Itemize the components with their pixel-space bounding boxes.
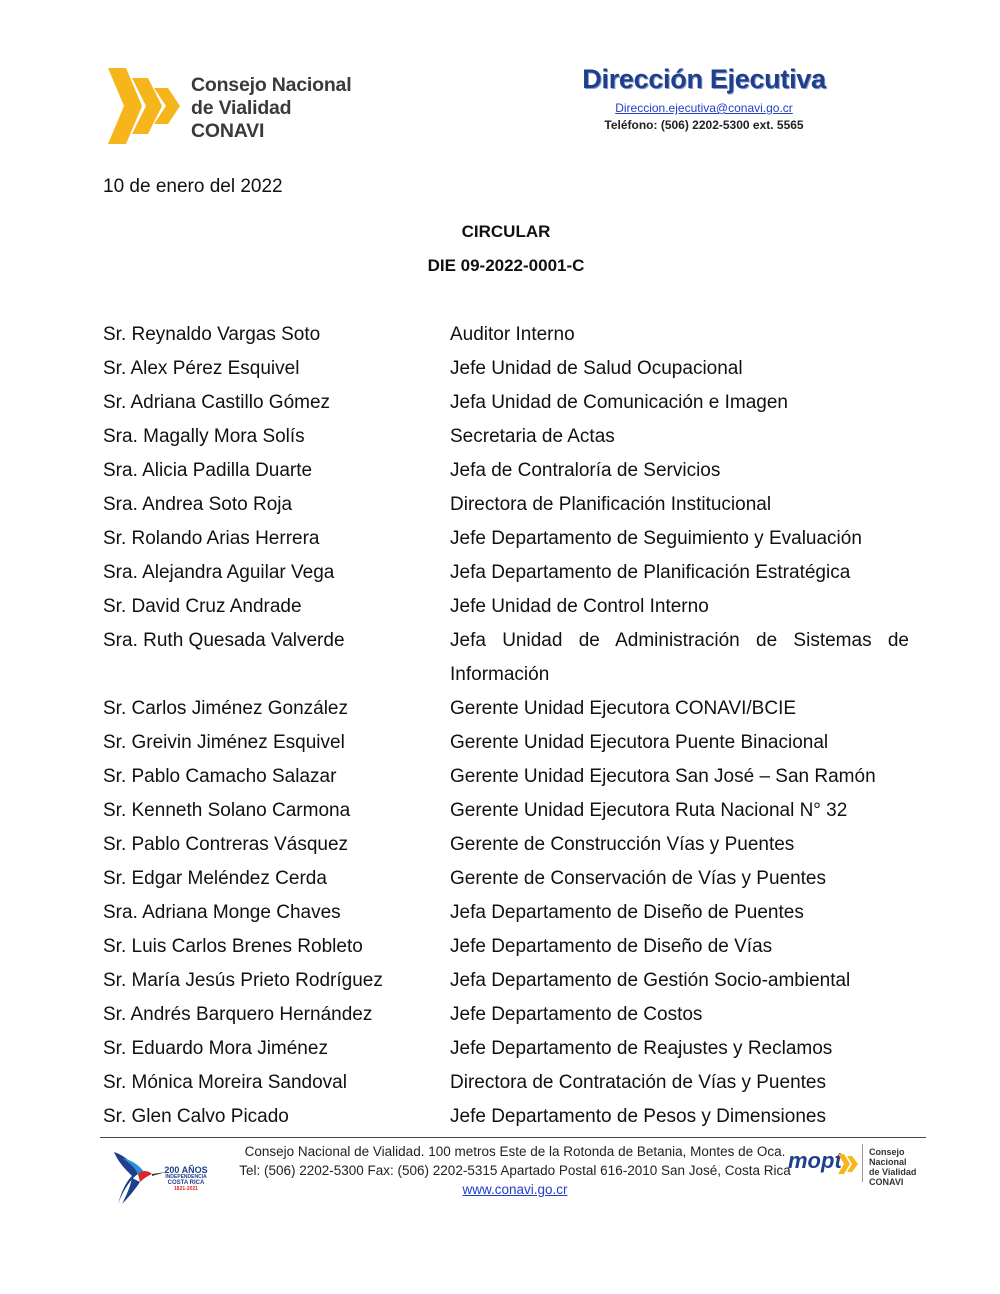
recipient-role: Jefe Unidad de Control Interno — [450, 596, 709, 617]
recipient-row — [103, 624, 909, 692]
org-name-line3: CONAVI — [191, 120, 265, 142]
recipient-name: Sra. Alejandra Aguilar Vega — [103, 562, 335, 583]
recipient-name: Sr. Luis Carlos Brenes Robleto — [103, 936, 363, 957]
recipient-role: Gerente Unidad Ejecutora Puente Binacional — [450, 732, 829, 753]
org-name-line1: Consejo Nacional — [191, 74, 352, 96]
recipient-name: Sr. David Cruz Andrade — [103, 596, 302, 617]
recipient-name: Sr. Reynaldo Vargas Soto — [103, 324, 321, 345]
recipient-role: Gerente Unidad Ejecutora Ruta Nacional N° 32 — [450, 800, 848, 821]
recipient-name: Sra. Alicia Padilla Duarte — [103, 460, 313, 481]
recipient-role: Jefe Departamento de Seguimiento y Evaluación — [450, 528, 862, 549]
recipient-role: Jefa Departamento de Diseño de Puentes — [450, 902, 804, 923]
recipient-role: Jefe Departamento de Reajustes y Reclamos — [450, 1038, 833, 1059]
recipient-role: Jefa Departamento de Planificación Estratégica — [450, 562, 851, 583]
recipient-row — [103, 488, 909, 522]
recipient-row — [103, 692, 909, 726]
conavi-mini-logo — [862, 1144, 932, 1187]
footer-address: Consejo Nacional de Vialidad. 100 metros Este de la Rotonda de Betania, Montes de Oca. — [244, 1144, 786, 1159]
mopt-chevron-icon — [836, 1152, 860, 1176]
recipient-name: Sr. Adriana Castillo Gómez — [103, 392, 331, 413]
recipient-name: Sra. Ruth Quesada Valverde — [103, 630, 345, 651]
recipient-row — [103, 896, 909, 930]
recipient-row — [103, 522, 909, 556]
recipient-row — [103, 1100, 909, 1134]
recipient-row — [103, 862, 909, 896]
mini-logo-line2: de Vialidad — [869, 1167, 917, 1177]
recipient-row — [103, 454, 909, 488]
recipient-row — [103, 352, 909, 386]
document-type: CIRCULAR — [461, 222, 551, 241]
conavi-logo-icon — [104, 66, 184, 146]
recipient-name: Sr. Greivin Jiménez Esquivel — [103, 732, 345, 753]
recipient-row — [103, 998, 909, 1032]
department-title: Dirección Ejecutiva — [582, 64, 826, 94]
recipient-row — [103, 386, 909, 420]
recipient-role: Jefa Departamento de Gestión Socio-ambiental — [450, 970, 851, 991]
org-name — [191, 74, 351, 143]
recipient-role: Jefe Departamento de Costos — [450, 1004, 703, 1025]
recipient-row — [103, 1032, 909, 1066]
recipient-name: Sra. Magally Mora Solís — [103, 426, 305, 447]
recipient-row — [103, 590, 909, 624]
recipient-list — [103, 318, 909, 1134]
recipient-row — [103, 726, 909, 760]
recipient-name: Sr. Kenneth Solano Carmona — [103, 800, 351, 821]
recipient-name: Sra. Andrea Soto Roja — [103, 494, 293, 515]
recipient-role: Directora de Planificación Institucional — [450, 494, 772, 515]
department-block — [554, 64, 854, 132]
recipient-name: Sr. Rolando Arias Herrera — [103, 528, 320, 549]
recipient-row — [103, 1066, 909, 1100]
footer-website-link[interactable]: www.conavi.go.cr — [462, 1182, 568, 1197]
recipient-row — [103, 828, 909, 862]
footer-divider — [100, 1137, 926, 1138]
recipient-name: Sr. Pablo Contreras Vásquez — [103, 834, 349, 855]
bicentennial-subtitle: INDEPENDENCIA — [165, 1174, 207, 1180]
recipient-role: Gerente Unidad Ejecutora San José – San Ramón — [450, 766, 876, 787]
bicentennial-title: 200 AÑOS — [164, 1165, 208, 1175]
recipient-role: Gerente de Conservación de Vías y Puentes — [450, 868, 827, 889]
recipient-role: Secretaria de Actas — [450, 426, 615, 447]
recipient-role: Directora de Contratación de Vías y Puentes — [450, 1072, 826, 1093]
bicentennial-country: COSTA RICA — [167, 1180, 205, 1186]
mini-logo-line3: CONAVI — [869, 1177, 904, 1187]
mopt-wordmark: mopt — [788, 1148, 842, 1173]
recipient-row — [103, 930, 909, 964]
footer-contact — [190, 1142, 840, 1199]
recipient-name: Sr. Mónica Moreira Sandoval — [103, 1072, 347, 1093]
recipient-row — [103, 794, 909, 828]
recipient-name: Sr. Edgar Meléndez Cerda — [103, 868, 327, 889]
mopt-logo — [788, 1146, 860, 1180]
recipient-row — [103, 318, 909, 352]
recipient-role: Gerente de Construcción Vías y Puentes — [450, 834, 795, 855]
recipient-row — [103, 420, 909, 454]
recipient-role: Jefe Unidad de Salud Ocupacional — [450, 358, 743, 379]
footer-phone-fax: Tel: (506) 2202-5300 Fax: (506) 2202-5315 Apartado Postal 616-2010 San José, Costa Rica — [239, 1163, 791, 1178]
recipient-row — [103, 964, 909, 998]
recipient-name: Sr. Andrés Barquero Hernández — [103, 1004, 373, 1025]
recipient-role: Auditor Interno — [450, 324, 575, 345]
mini-logo-line1: Consejo Nacional — [869, 1147, 907, 1167]
recipient-role: Jefa Unidad de Administración de Sistemas de Información — [450, 630, 909, 685]
bicentennial-years: 1821-2021 — [174, 1186, 198, 1192]
recipient-name: Sr. Alex Pérez Esquivel — [103, 358, 300, 379]
document-code: DIE 09-2022-0001-C — [427, 256, 585, 275]
recipient-name: Sr. Carlos Jiménez González — [103, 698, 348, 719]
department-phone: Teléfono: (506) 2202-5300 ext. 5565 — [604, 118, 804, 132]
recipient-role: Jefe Departamento de Diseño de Vías — [450, 936, 773, 957]
recipient-role: Gerente Unidad Ejecutora CONAVI/BCIE — [450, 698, 797, 719]
recipient-row — [103, 760, 909, 794]
document-date: 10 de enero del 2022 — [103, 176, 283, 197]
recipient-role: Jefa Unidad de Comunicación e Imagen — [450, 392, 788, 413]
recipient-name: Sr. Pablo Camacho Salazar — [103, 766, 337, 787]
org-name-line2: de Vialidad — [191, 97, 292, 119]
recipient-name: Sr. Glen Calvo Picado — [103, 1106, 289, 1127]
recipient-role: Jefe Departamento de Pesos y Dimensiones — [450, 1106, 826, 1127]
recipient-role: Jefa de Contraloría de Servicios — [450, 460, 721, 481]
recipient-name: Sra. Adriana Monge Chaves — [103, 902, 341, 923]
recipient-row — [103, 556, 909, 590]
department-email-link[interactable]: Direccion.ejecutiva@conavi.go.cr — [615, 101, 793, 115]
recipient-name: Sr. María Jesús Prieto Rodríguez — [103, 970, 383, 991]
recipient-name: Sr. Eduardo Mora Jiménez — [103, 1038, 328, 1059]
